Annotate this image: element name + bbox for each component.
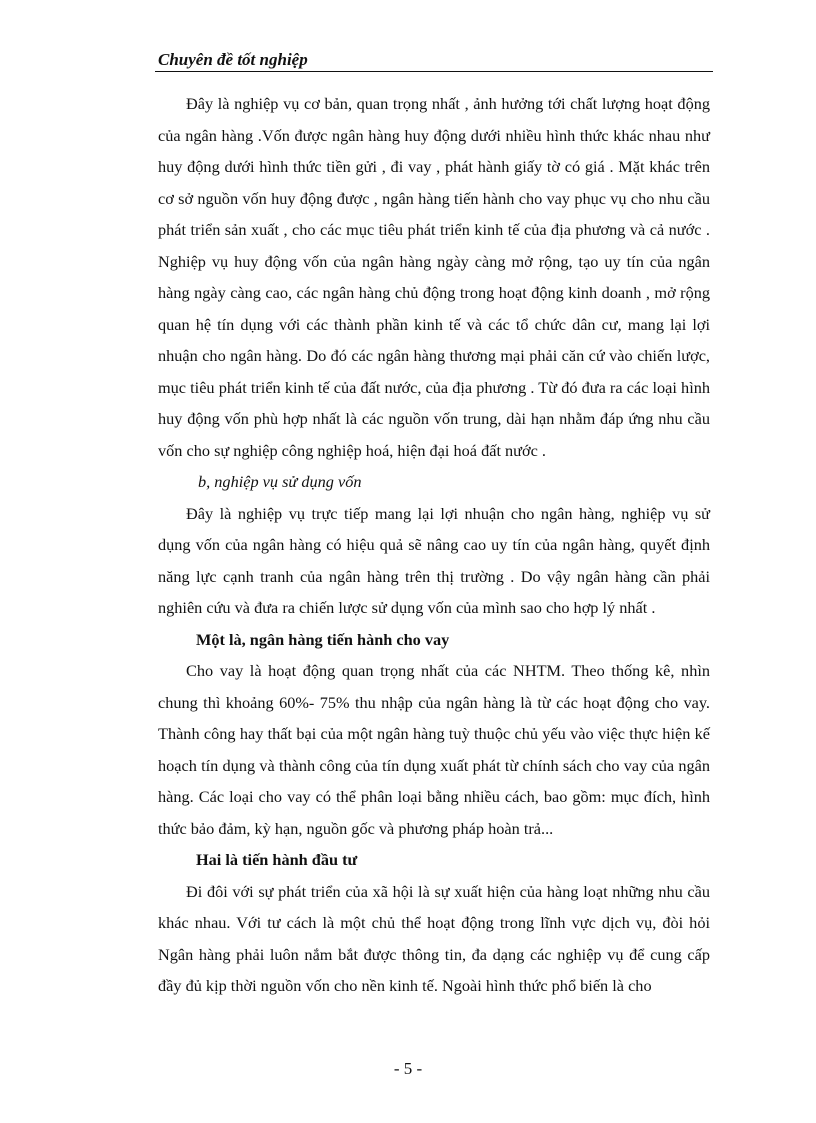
page-body (158, 88, 710, 1002)
subheading-capital-use: b, nghiệp vụ sử dụng vốn (198, 472, 362, 491)
subheading-investment: Hai là tiến hành đầu tư (196, 850, 358, 869)
paragraph-investment: Đi đôi với sự phát triển của xã hội là sự xuất hiện của hàng loạt những nhu cầu khác nhau. Với tư cách là một chủ thể hoạt động trong lĩnh vực dịch vụ, đòi hỏi Ngân hàng phải luôn nắm bắt được thông tin, đa dạng các nghiệp vụ để cung cấp đầy đủ kịp thời nguồn vốn cho nền kinh tế. Ngoài hình thức phổ biến là cho (158, 881, 710, 995)
page-number: - 5 - (393, 1059, 423, 1078)
running-header: Chuyên đề tốt nghiệp (158, 50, 308, 69)
paragraph-lending: Cho vay là hoạt động quan trọng nhất của các NHTM. Theo thống kê, nhìn chung thì khoảng 60%- 75% thu nhập của ngân hàng là từ các hoạt động cho vay. Thành công hay thất bại của một ngân hàng tuỳ thuộc chủ yếu vào việc thực hiện kế hoạch tín dụng và thành công của tín dụng xuất phát từ chính sách cho vay của ngân hàng. Các loại cho vay có thể phân loại bằng nhiều cách, bao gồm: mục đích, hình thức bảo đảm, kỳ hạn, nguồn gốc và phương pháp hoàn trả... (158, 661, 710, 838)
subheading-lending: Một là, ngân hàng tiến hành cho vay (196, 629, 450, 649)
paragraph-capital-use: Đây là nghiệp vụ trực tiếp mang lại lợi nhuận cho ngân hàng, nghiệp vụ sử dụng vốn của ngân hàng có hiệu quả sẽ nâng cao uy tín của ngân hàng, quyết định năng lực cạnh tranh của ngân hàng trên thị trường . Do vậy ngân hàng cần phải nghiên cứu và đưa ra chiến lược sử dụng vốn của mình sao cho hợp lý nhất . (158, 503, 710, 617)
header-rule (155, 71, 713, 72)
paragraph-deposit-operations: Đây là nghiệp vụ cơ bản, quan trọng nhất , ảnh hưởng tới chất lượng hoạt động của ngân hàng .Vốn được ngân hàng huy động dưới nhiều hình thức khác nhau như huy động dưới hình thức tiền gửi , đi vay , phát hành giấy tờ có giá . Mặt khác trên cơ sở nguồn vốn huy động được , ngân hàng tiến hành cho vay phục vụ cho nhu cầu phát triển sản xuất , cho các mục tiêu phát triển kinh tế của địa phương và cả nước . Nghiệp vụ huy động vốn của ngân hàng ngày càng mở rộng, tạo uy tín của ngân hàng ngày càng cao, các ngân hàng chủ động trong hoạt động kinh doanh , mở rộng quan hệ tín dụng với các thành phần kinh tế và các tổ chức dân cư, mang lại lợi nhuận cho ngân hàng. Do đó các ngân hàng thương mại phải căn cứ vào chiến lược, mục tiêu phát triển kinh tế của đất nước, của địa phương . Từ đó đưa ra các loại hình huy động vốn phù hợp nhất là các nguồn vốn trung, dài hạn nhằm đáp ứng nhu cầu vốn cho sự nghiệp công nghiệp hoá, hiện đại hoá đất nước . (158, 94, 710, 460)
